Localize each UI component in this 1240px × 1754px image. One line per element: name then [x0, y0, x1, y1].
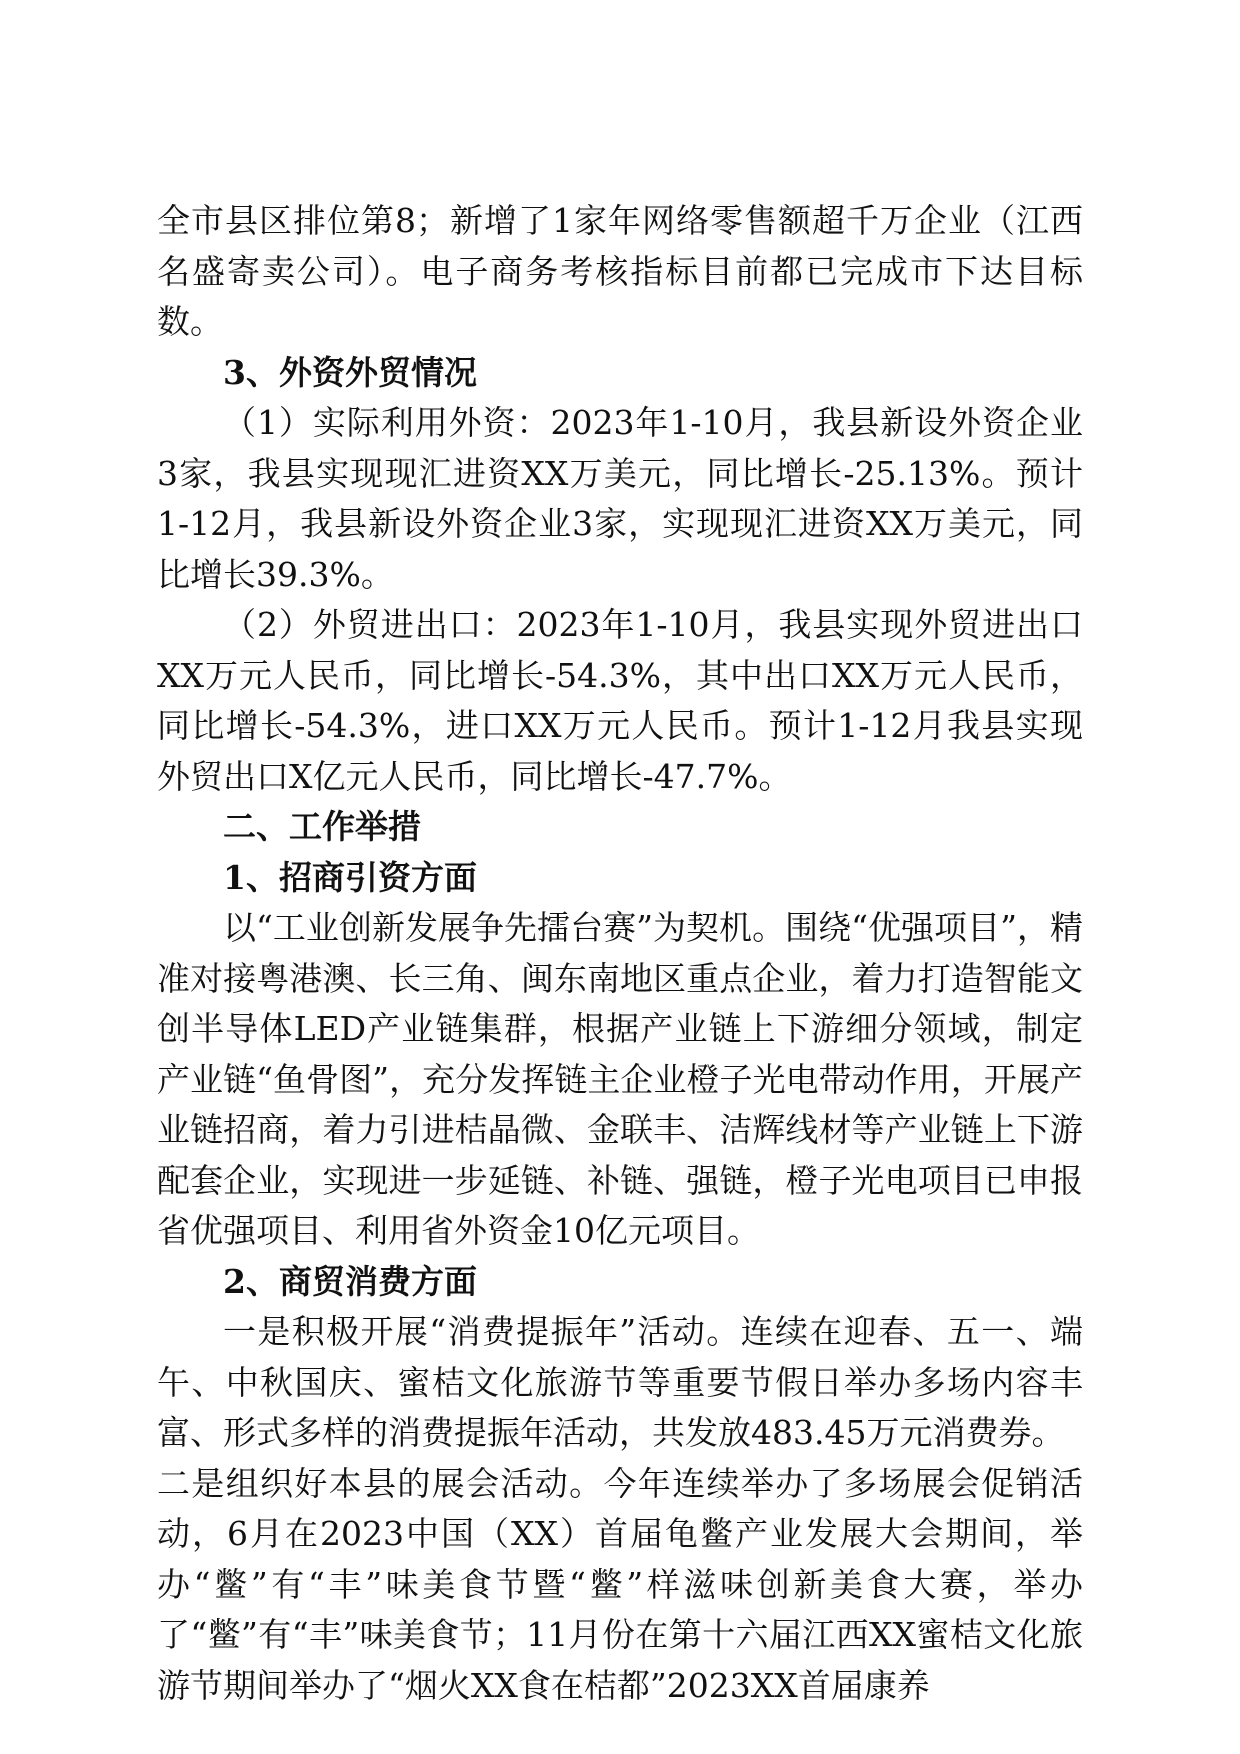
paragraph-import-export: （2）外贸进出口：2023年1-10月，我县实现外贸进出口XX万元人民币，同比增长-54.3%，其中出口XX万元人民币，同比增长-54.3%，进口XX万元人民币。预计1-12月我县实现外贸出口X亿元人民币，同比增长-47.7%。 — [157, 605, 1083, 796]
paragraph-exhibition-activities: 二是组织好本县的展会活动。今年连续举办了多场展会促销活动，6月在2023中国（XX）首届龟鳖产业发展大会期间，举办“鳖”有“丰”味美食节暨“鳖”样滋味创新美食大赛，举办了“鳖”有“丰”味美食节；11月份在第十六届江西XX蜜桔文化旅游节期间举办了“烟火XX食在桔都”2023XX首届康养 — [157, 1463, 1083, 1705]
paragraph-investment-attraction: 以“工业创新发展争先擂台赛”为契机。围绕“优强项目”，精准对接粤港澳、长三角、闽东南地区重点企业，着力打造智能文创半导体LED产业链集群，根据产业链上下游细分领域，制定产业链“鱼骨图”，充分发挥链主企业橙子光电带动作用，开展产业链招商，着力引进桔晶微、金联丰、洁辉线材等产业链上下游配套企业，实现进一步延链、补链、强链，橙子光电项目已申报省优强项目、利用省外资金10亿元项目。 — [157, 908, 1083, 1250]
paragraph-foreign-investment: （1）实际利用外资：2023年1-10月，我县新设外资企业3家，我县实现现汇进资XX万美元，同比增长-25.13%。预计1-12月，我县新设外资企业3家，实现现汇进资XX万美元，同比增长39.3%。 — [157, 403, 1083, 594]
heading-commerce-consumption: 2、商贸消费方面 — [223, 1261, 477, 1301]
heading-foreign-trade: 3、外资外贸情况 — [223, 352, 477, 392]
document-body — [157, 196, 1083, 1711]
heading-investment-attraction: 1、招商引资方面 — [223, 857, 477, 897]
paragraph-consumption-boost: 一是积极开展“消费提振年”活动。连续在迎春、五一、端午、中秋国庆、蜜桔文化旅游节等重要节假日举办多场内容丰富、形式多样的消费提振年活动，共发放483.45万元消费券。 — [157, 1312, 1083, 1452]
paragraph-ecommerce-continued: 全市县区排位第8；新增了1家年网络零售额超千万企业（江西名盛寄卖公司）。电子商务考核指标目前都已完成市下达目标数。 — [157, 201, 1083, 341]
heading-work-measures: 二、工作举措 — [223, 807, 421, 846]
